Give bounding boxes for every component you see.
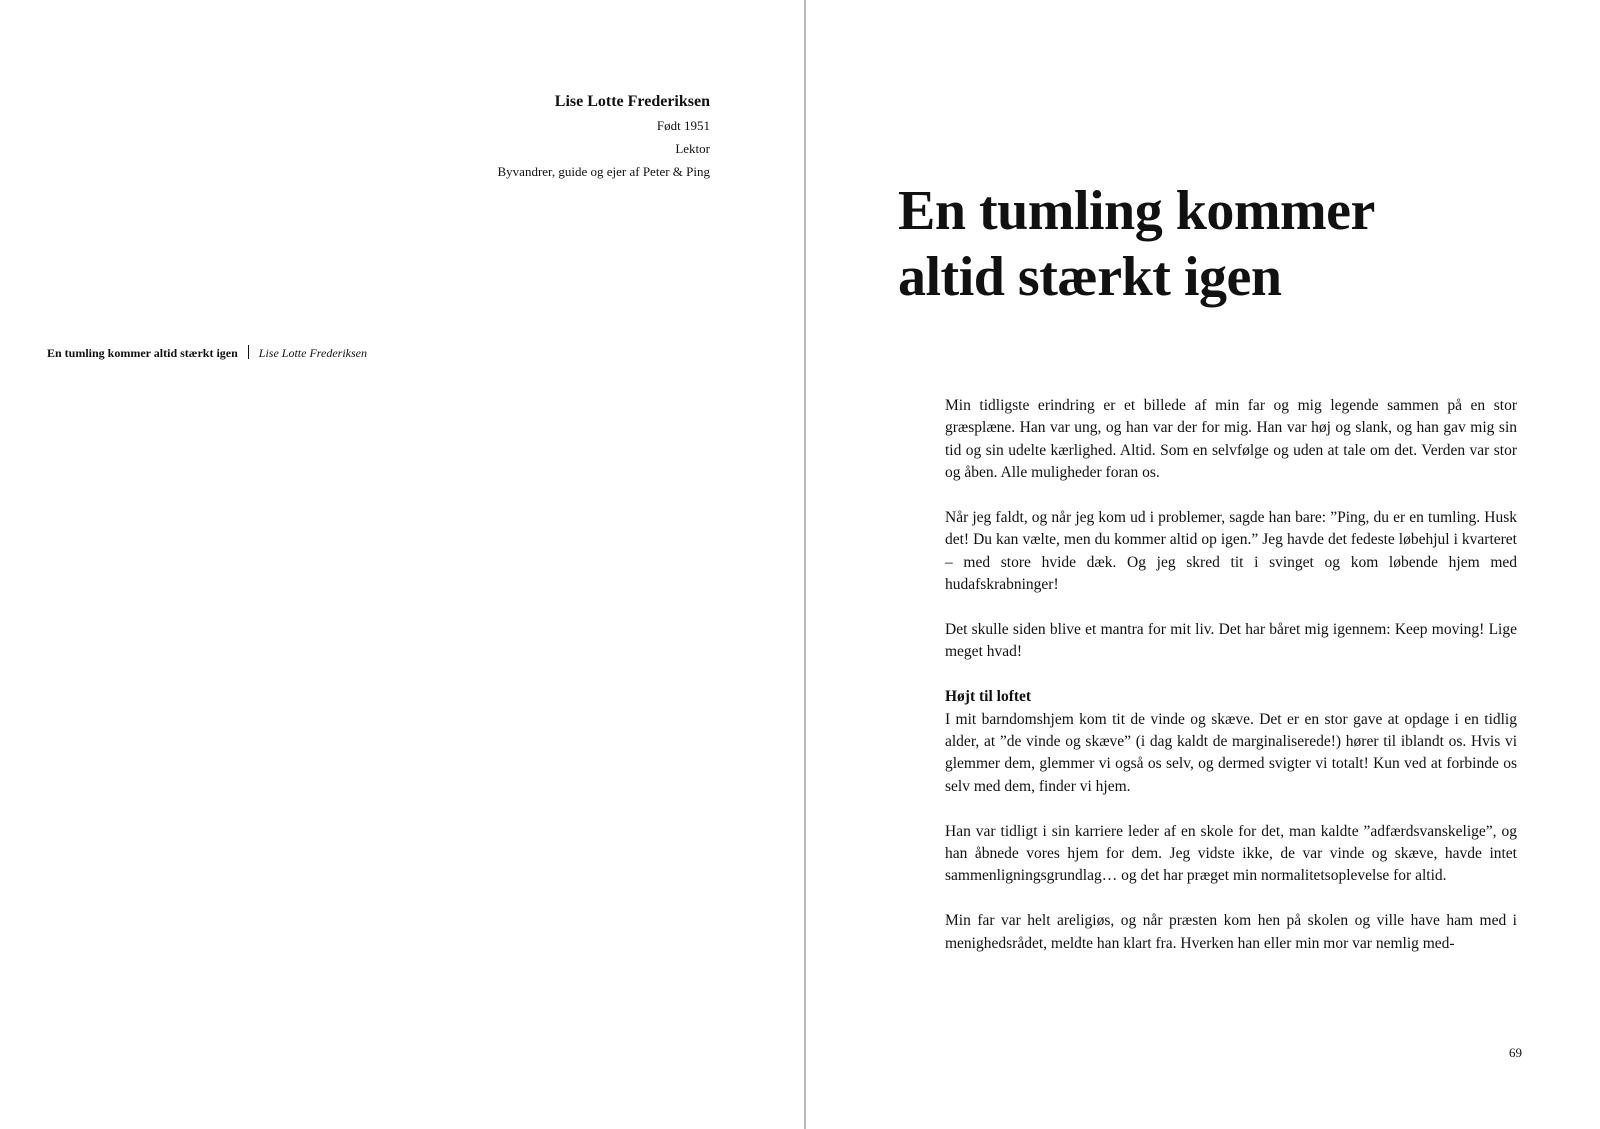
- running-header-title: En tumling kommer altid stærkt igen: [47, 346, 238, 360]
- author-title: Lektor: [675, 141, 710, 156]
- author-block: [498, 90, 710, 183]
- paragraph: I mit barndomshjem kom tit de vinde og skæve. Det er en stor gave at opdage i en tidlig alder, at ”de vinde og skæve” (i dag kaldt de marginaliserede!) hører til iblandt os. Hvis vi glemmer dem, glemmer vi også os selv, og dermed svigter vi totalt! Kun ved at forbinde os selv med dem, finder vi hjem.: [945, 710, 1517, 795]
- section-subheading: Højt til loftet: [945, 688, 1032, 706]
- author-description: Byvandrer, guide og ejer af Peter & Ping: [497, 164, 710, 179]
- paragraph: Når jeg faldt, og når jeg kom ud i problemer, sagde han bare: ”Ping, du er en tumling. Husk det! Du kan vælte, men du kommer altid op igen.” Jeg havde det fedeste løbehjul i kvarteret – med store hvide dæk. Og jeg skred tit i svinget og kom løbende hjem med hudafskrabninger!: [945, 509, 1517, 594]
- page-number: 69: [1509, 1045, 1522, 1060]
- running-header-divider: [248, 345, 249, 359]
- running-header: [47, 345, 367, 361]
- right-page: [806, 0, 1600, 1129]
- chapter-title: [898, 178, 1498, 310]
- paragraph: Min tidligste erindring er et billede af min far og mig legende sammen på en stor græsplæne. Han var ung, og han var der for mig. Han var høj og slank, og han gav mig sin tid og sin udelte kærlighed. Altid. Som en selvfølge og uden at tale om det. Verden var stor og åben. Alle muligheder foran os.: [945, 397, 1517, 482]
- chapter-title-line-2: altid stærkt igen: [898, 246, 1282, 308]
- chapter-title-line-1: En tumling kommer: [898, 180, 1375, 242]
- paragraph: Det skulle siden blive et mantra for mit liv. Det har båret mig igennem: Keep moving! Lige meget hvad!: [945, 621, 1517, 661]
- running-header-author: Lise Lotte Frederiksen: [258, 346, 368, 360]
- body-text: [945, 395, 1517, 977]
- author-born: Født 1951: [656, 118, 710, 133]
- author-name: Lise Lotte Frederiksen: [554, 93, 710, 110]
- paragraph: Min far var helt areligiøs, og når præsten kom hen på skolen og ville have ham med i menighedsrådet, meldte han klart fra. Hverken han eller min mor var nemlig med-: [945, 912, 1517, 952]
- paragraph: Han var tidligt i sin karriere leder af en skole for det, man kaldte ”adfærdsvanskelige”, og han åbnede vores hjem for dem. Jeg vidste ikke, de var vinde og skæve, havde intet sammenligningsgrundlag… og det har præget min normalitetsoplevelse for altid.: [945, 822, 1517, 885]
